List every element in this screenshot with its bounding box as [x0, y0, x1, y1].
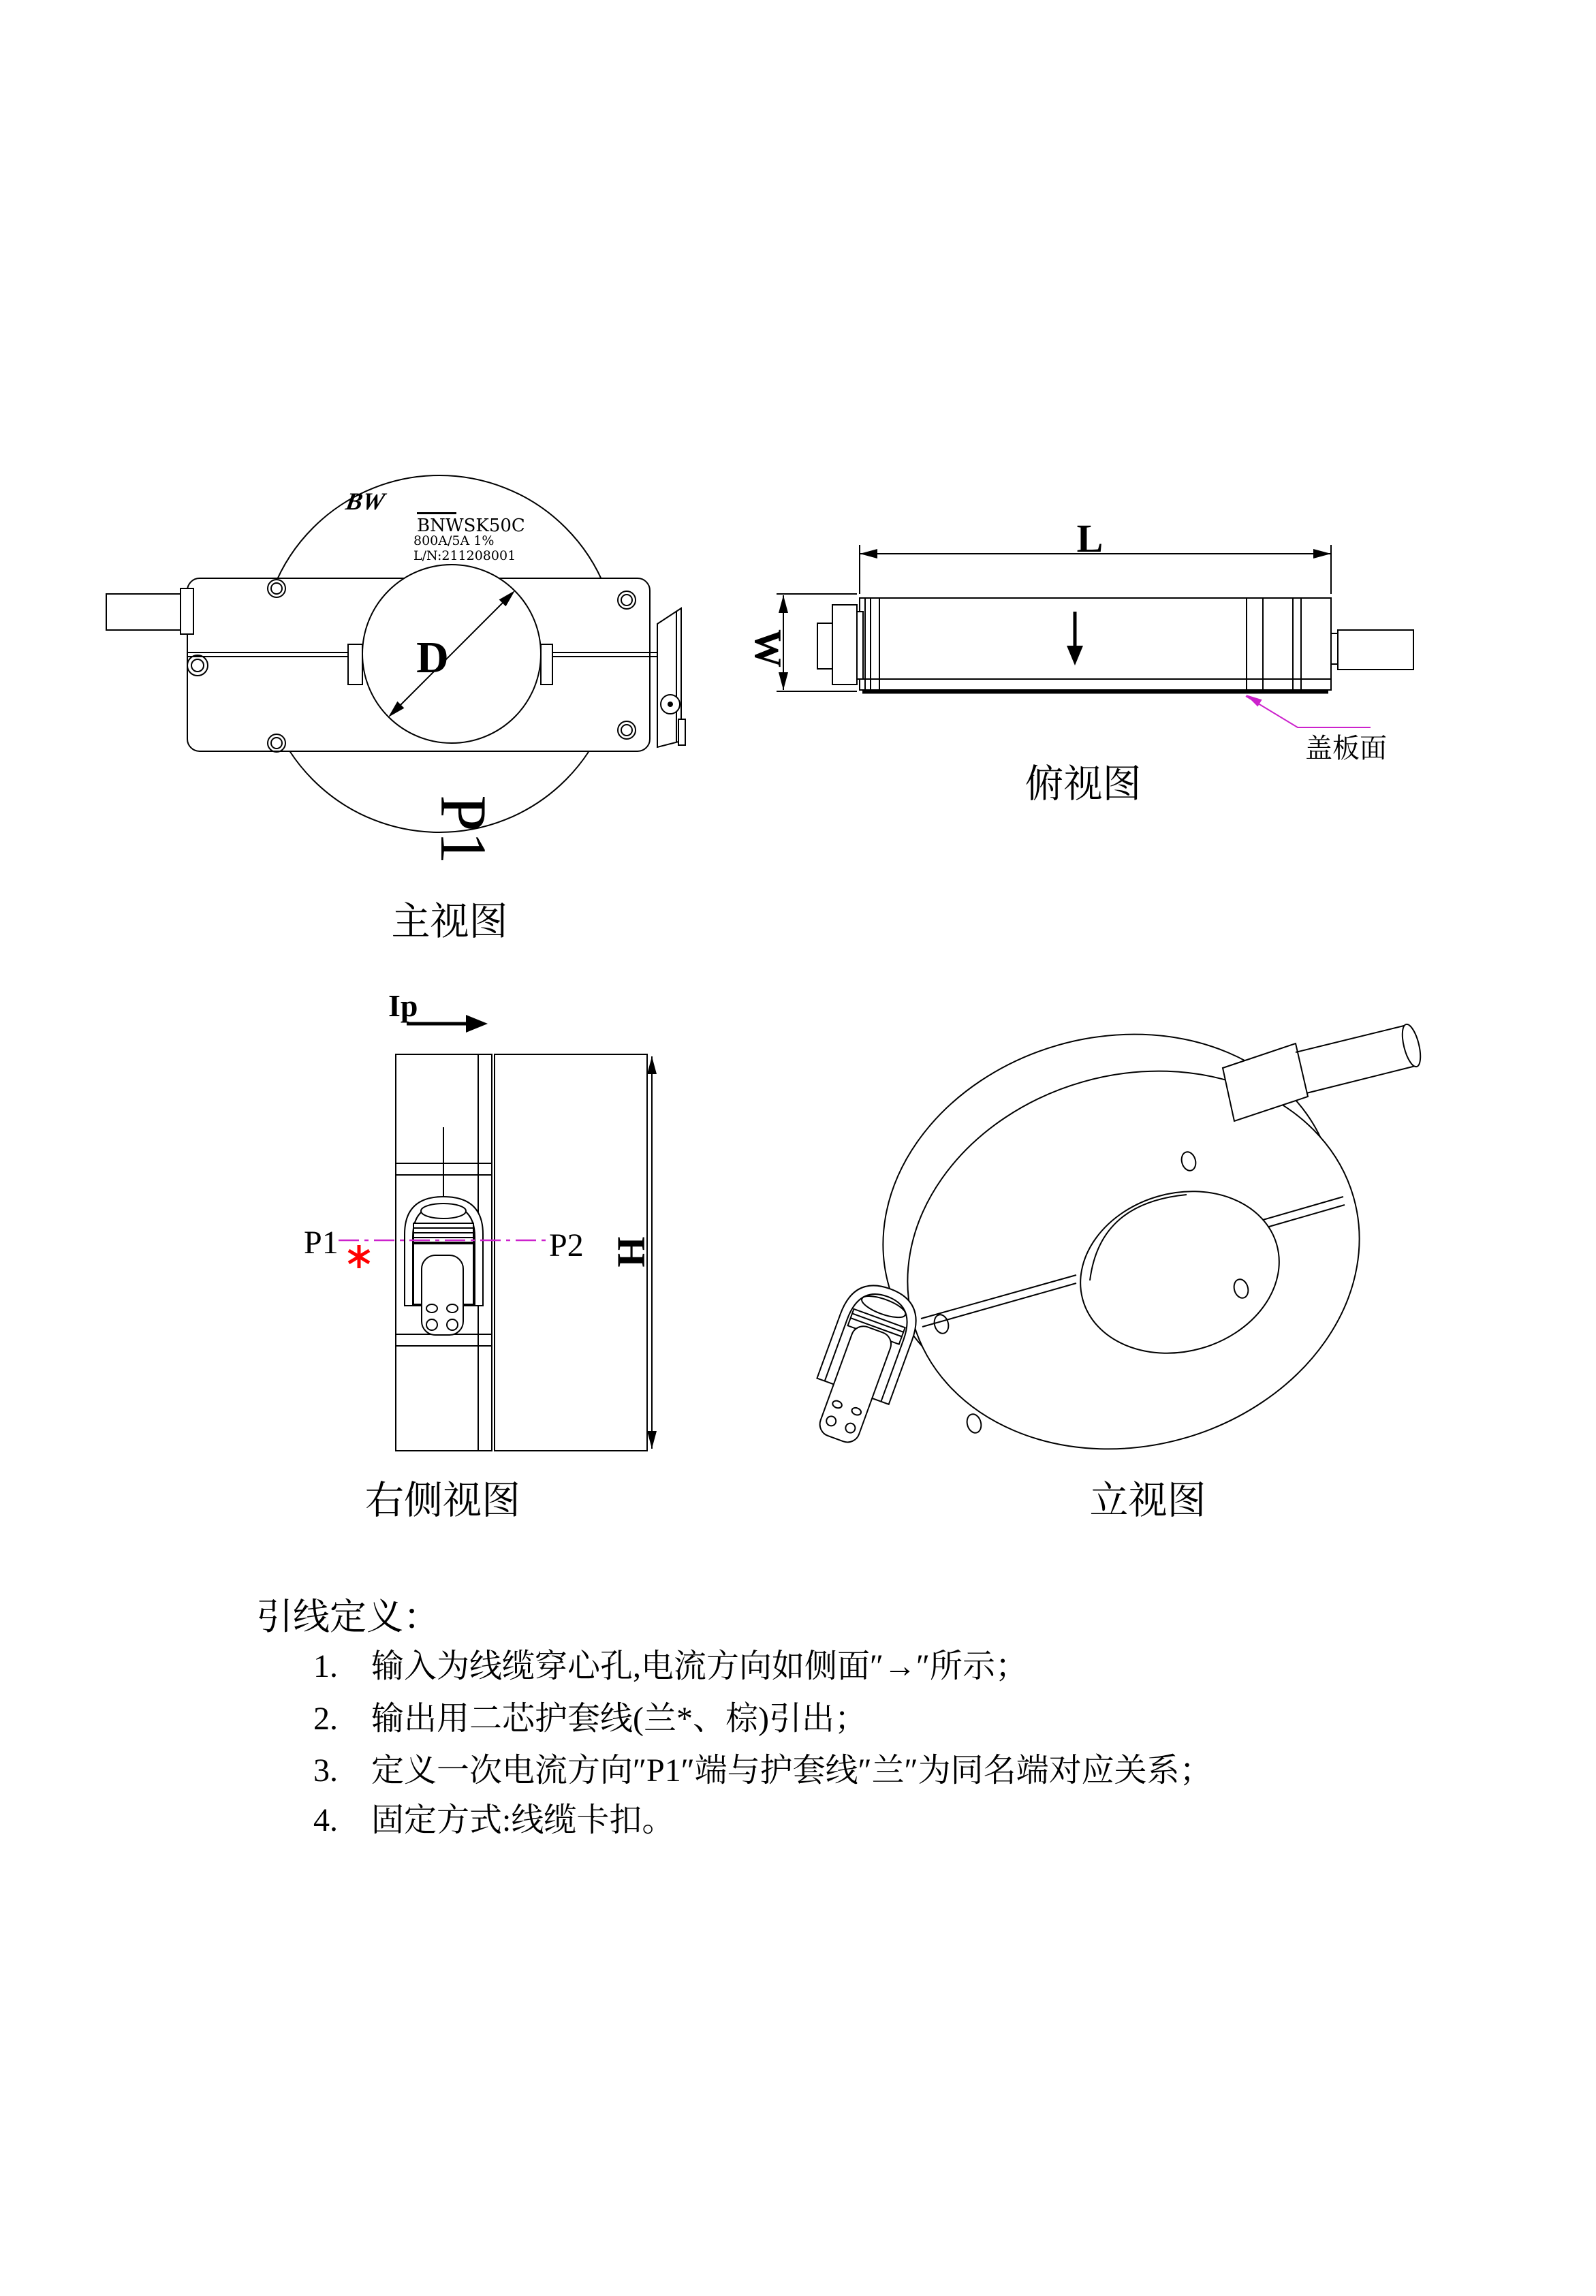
- l-arrow-left: [860, 549, 877, 559]
- serial-number: L/N:211208001: [413, 548, 516, 563]
- rating-text: 800A/5A 1%: [413, 533, 495, 548]
- top-body: [860, 598, 1331, 690]
- diameter-label: D: [416, 633, 449, 682]
- cover-leader-line: [1246, 696, 1371, 727]
- front-view: [106, 475, 685, 943]
- note-4-text: 固定方式:线缆卡扣。: [371, 1802, 675, 1838]
- w-arrow-bottom: [779, 672, 788, 690]
- model-number: BNWSK50C: [417, 516, 525, 536]
- length-label: L: [1076, 516, 1104, 561]
- cover-plate-label: 盖板面: [1305, 733, 1387, 764]
- front-interlock-tab-right: [541, 644, 552, 685]
- brand-logo-subline: [417, 512, 456, 514]
- notes-title: 引线定义：: [256, 1597, 440, 1637]
- height-label: H: [609, 1236, 654, 1268]
- top-view-title: 俯视图: [1024, 763, 1142, 806]
- side-view: [304, 988, 657, 1522]
- notes-block: [256, 1597, 1212, 1838]
- front-terminal-p1: P1: [426, 795, 500, 864]
- side-terminal-p2: P2: [549, 1227, 584, 1263]
- front-cable-gland: [181, 588, 193, 634]
- polarity-asterisk: [349, 1245, 369, 1268]
- ip-arrow-head: [466, 1015, 488, 1033]
- width-label: W: [747, 629, 789, 667]
- note-4-num: 4.: [313, 1802, 338, 1838]
- note-3-text: 定义一次电流方向″P1″端与护套线″兰″为同名端对应关系；: [371, 1752, 1212, 1789]
- iso-view-title: 立视图: [1089, 1479, 1206, 1522]
- iso-cable-end: [1399, 1022, 1424, 1068]
- front-cable-stub: [106, 594, 181, 630]
- top-cable-gland: [1331, 633, 1338, 664]
- note-2-text: 输出用二芯护套线(兰*、棕)引出；: [371, 1701, 867, 1737]
- brand-logo: BW: [343, 488, 387, 515]
- iso-cable-top: [1296, 1025, 1407, 1052]
- note-1-text: 输入为线缆穿心孔,电流方向如侧面″→″所示；: [371, 1648, 1028, 1684]
- front-interlock-tab-left: [348, 644, 362, 685]
- h-arrow-bottom: [647, 1431, 657, 1449]
- side-view-title: 右侧视图: [365, 1479, 520, 1522]
- w-arrow-top: [779, 595, 788, 613]
- top-cable-stub: [1338, 630, 1413, 670]
- note-1-num: 1.: [313, 1648, 338, 1684]
- note-2-num: 2.: [313, 1701, 338, 1737]
- note-3-num: 3.: [313, 1752, 338, 1789]
- front-latch: [657, 608, 685, 747]
- front-view-title: 主视图: [391, 900, 508, 943]
- top-latch: [817, 605, 863, 685]
- iso-cable-bottom: [1306, 1066, 1415, 1093]
- h-arrow-top: [647, 1056, 657, 1074]
- iso-view: [800, 982, 1424, 1522]
- top-view: [747, 516, 1413, 806]
- side-terminal-p1: P1: [304, 1225, 339, 1261]
- l-arrow-right: [1313, 549, 1331, 559]
- primary-current-label: Ip: [388, 988, 418, 1023]
- iso-latch: [800, 1276, 926, 1451]
